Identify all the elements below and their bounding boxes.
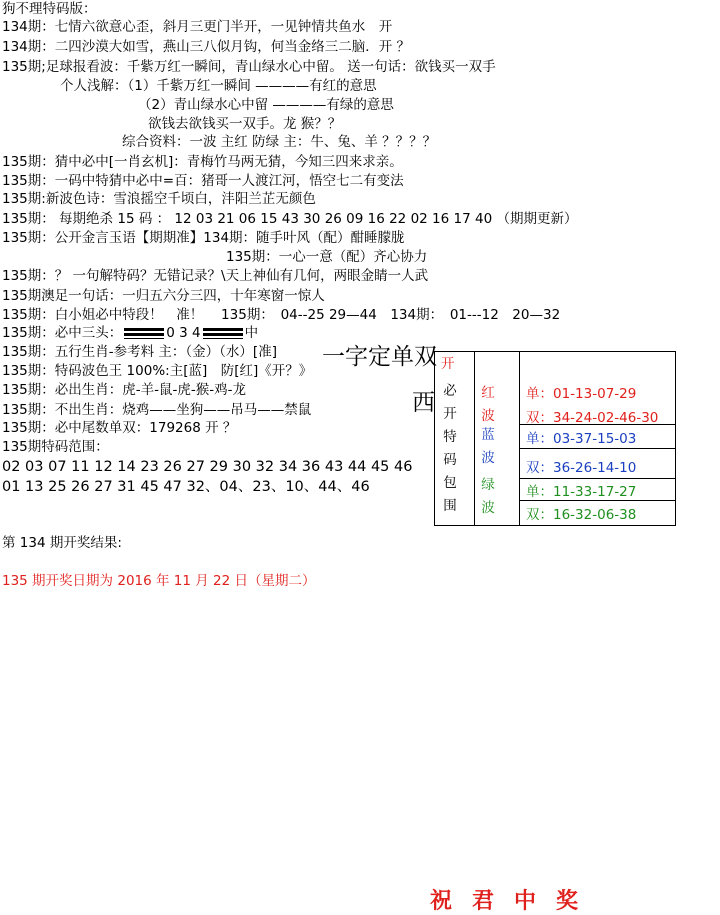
overlay-title: 一字定单双: [322, 344, 437, 370]
number-range-line: 01 13 25 26 27 31 45 47 32、04、23、10、44、46: [2, 479, 370, 495]
text-line: 综合资料：一波 主红 防绿 主：牛、兔、羊 ？？？？: [122, 134, 437, 150]
wave-char: 蓝: [481, 427, 495, 443]
vertical-char: 围: [443, 498, 457, 514]
result-heading: 第 134 期开奖结果:: [2, 535, 122, 551]
text-fragment: 135期：必中三头：: [2, 325, 123, 341]
text-line: 135期：必中尾数单双：179268 开 ？: [2, 420, 237, 436]
vertical-char: 特: [443, 429, 457, 445]
wave-char: 红: [481, 385, 495, 401]
divider: [519, 478, 675, 479]
text-line: 135期：不出生肖：烧鸡——坐狗——吊马——禁鼠: [2, 402, 312, 418]
wave-number-row: 双：16-32-06-38: [526, 507, 637, 523]
red-wave-label: [479, 382, 497, 428]
wave-number-row: 双：36-26-14-10: [526, 460, 637, 476]
wave-number-row: 单：11-33-17-27: [526, 484, 637, 500]
text-line: 135期：特码波色王 100%:主[蓝] 防[红]《开？》: [2, 363, 313, 379]
wave-number-row: 双：34-24-02-46-30: [526, 410, 659, 426]
wave-char: 波: [481, 408, 495, 424]
text-line: 135期：？ 一句解特码？无错记录？\天上神仙有几何，两眼金睛一人武: [2, 268, 429, 284]
vertical-label: [441, 380, 459, 518]
next-draw-date: 135 期开奖日期为 2016 年 11 月 22 日（星期二）: [2, 573, 316, 589]
wave-char: 波: [481, 500, 495, 516]
text-line: 135期;足球报看波：千紫万红一瞬间，青山绿水心中留。 送一句话：欲钱买一双手: [2, 59, 496, 75]
text-line: 135期澳足一句话：一归五六分三四，十年寒窗一惊人: [2, 288, 325, 304]
text-line: 135期：公开金言玉语【期期准】134期：随手叶风（配）酣睡朦胧: [2, 230, 405, 246]
vertical-char: 包: [443, 475, 457, 491]
text-line: 个人浅解：（1）千紫万红一瞬间 ————有红的意思: [60, 78, 377, 94]
text-line: 135期：白小姐必中特段！ 准！ 135期： 04--25 29—44 134期： 01---12 20—32: [2, 307, 561, 323]
text-line: 135期：一码中特猜中必中=百：猪哥一人渡江河，悟空七二有变法: [2, 173, 404, 189]
blue-wave-label: [479, 424, 497, 470]
wave-number-row: 单：03-37-15-03: [526, 431, 637, 447]
vertical-char: 必: [443, 383, 457, 399]
vertical-char: 开: [443, 406, 457, 422]
text-line: 135期：猜中必中[一肖玄机]：青梅竹马两无猜，今知三四来求亲。: [2, 154, 403, 170]
stripe-bar-icon: [203, 328, 243, 339]
text-line: 135期：五行生肖-参考料 主：（金）（水）[准]: [2, 344, 277, 360]
text-line: （2）青山绿水心中留 ————有绿的意思: [138, 97, 394, 113]
divider: [519, 448, 675, 449]
text-line: [2, 324, 258, 342]
text-fragment: 中: [244, 325, 259, 341]
stripe-bar-icon: [124, 328, 164, 339]
wave-char: 波: [481, 450, 495, 466]
text-line: 134期：七情六欲意心歪，斜月三更门半开，一见钟情共鱼水 开: [2, 19, 393, 35]
divider: [519, 500, 675, 501]
text-line: 135期：一心一意（配）齐心协力: [226, 249, 428, 265]
wave-number-row: 单：01-13-07-29: [526, 386, 637, 402]
vertical-char: 码: [443, 452, 457, 468]
text-line: 134期：二四沙漠大如雪，燕山三八似月钩，何当金络三二脑．开 ？: [2, 39, 411, 55]
doc-title: 狗不理特码版：: [2, 1, 97, 17]
special-code-box: [434, 351, 676, 526]
blessing-text: 祝君中奖: [430, 888, 599, 914]
overlay-subtitle: 西: [412, 390, 435, 416]
text-line: 135期： 每期绝杀 15 码 ： 12 03 21 06 15 43 30 26 09 16 22 02 16 17 40 （期期更新）: [2, 211, 578, 227]
wave-char: 绿: [481, 477, 495, 493]
green-wave-label: [479, 474, 497, 520]
text-line: 135期:新波色诗：雪浪摇空千顷白，沣阳兰芷无颜色: [2, 191, 316, 207]
divider: [474, 352, 475, 525]
text-line: 135期特码范围：: [2, 439, 109, 455]
number-range-line: 02 03 07 11 12 14 23 26 27 29 30 32 34 36 43 44 45 46: [2, 459, 413, 475]
text-fragment: 0 3 4: [166, 325, 201, 341]
text-line: 135期：必出生肖：虎-羊-鼠-虎-猴-鸡-龙: [2, 382, 246, 398]
text-line: 欲钱去欲钱买一双手。龙 猴？？: [148, 116, 342, 132]
kai-label: 开: [441, 356, 455, 372]
